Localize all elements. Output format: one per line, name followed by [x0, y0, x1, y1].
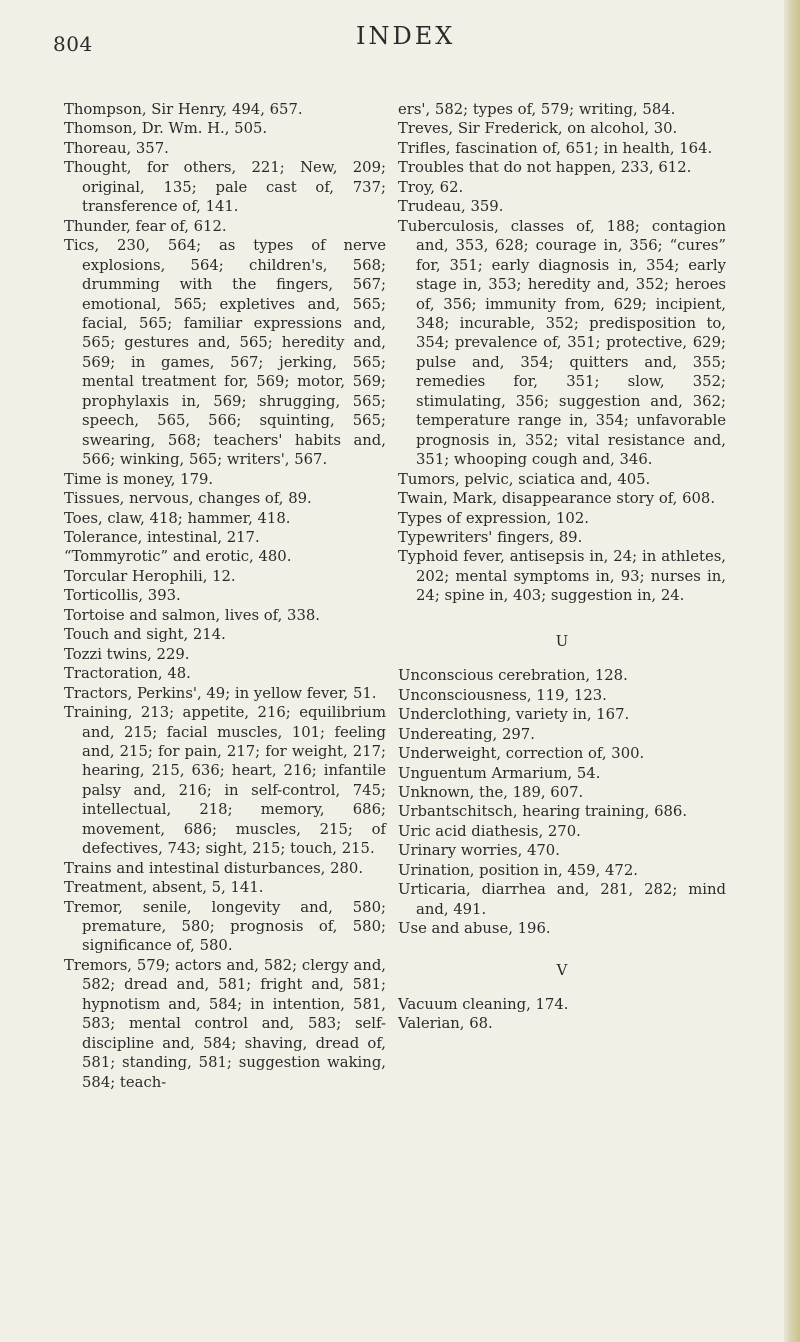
section-letter-v: V: [556, 961, 568, 979]
index-entry: Vacuum cleaning, 174.: [398, 996, 569, 1014]
index-entry: Underweight, correction of, 300.: [398, 745, 645, 763]
index-entry: Treatment, absent, 5, 141.: [64, 879, 264, 897]
index-entry: Typewriters' fingers, 89.: [398, 528, 583, 546]
page-number: 804: [53, 32, 93, 56]
index-entry: Training, 213; appetite, 216; equilibrium and, 215; facial muscles, 101; feeling and, 215; for pain, 217; for weight, 217; hearing, 215, 636; heart, 216; infantile palsy and, 216; in self-control, 745; intellectual, 218; memory, 686; movement, 686; muscles, 215; of defectives, 743; sight, 215; touch, 215.: [64, 704, 386, 858]
page-header: [0, 18, 800, 58]
index-entry: Tolerance, intestinal, 217.: [64, 528, 260, 546]
index-entry: Thoreau, 357.: [64, 139, 169, 157]
index-entry: Troubles that do not happen, 233, 612.: [398, 159, 692, 177]
index-entry: Time is money, 179.: [64, 470, 214, 488]
index-entry: Underclothing, variety in, 167.: [398, 706, 630, 724]
index-entry: Toes, claw, 418; hammer, 418.: [64, 509, 291, 527]
index-entry: Trudeau, 359.: [398, 198, 504, 216]
index-entry: Tissues, nervous, changes of, 89.: [64, 490, 312, 508]
index-entry: Trains and intestinal disturbances, 280.: [64, 859, 364, 877]
index-entry: Urticaria, diarrhea and, 281, 282; mind and, 491.: [398, 881, 726, 918]
index-entry: Tortoise and salmon, lives of, 338.: [64, 606, 320, 624]
index-entry: Undereating, 297.: [398, 725, 535, 743]
index-entry: Unconsciousness, 119, 123.: [398, 686, 607, 704]
index-entry: Tractors, Perkins', 49; in yellow fever, 51.: [64, 684, 377, 702]
index-entry: Urbantschitsch, hearing training, 686.: [398, 803, 688, 821]
index-entry: Thompson, Sir Henry, 494, 657.: [64, 101, 303, 118]
index-entry: Unguentum Armarium, 54.: [398, 764, 601, 782]
index-entry: Touch and sight, 214.: [64, 626, 226, 644]
index-entry: Thunder, fear of, 612.: [64, 217, 227, 235]
index-entry: “Tommyrotic” and erotic, 480.: [64, 548, 292, 566]
index-entry: Tuberculosis, classes of, 188; contagion and, 353, 628; courage in, 356; “cures” for, 351; early diagnosis in, 354; early stage in, 353; heredity and, 352; heroes of, 356; immunity from, 629; incipient, 348; incurable, 352; predisposition to, 354; prevalence of, 351; protective, 629; pulse and, 354; quitters and, 355; remedies for, 351; slow, 352; stimulating, 356; suggestion and, 362; temperature range in, 354; unfavorable prognosis in, 352; vital resistance and, 351; whooping cough and, 346.: [398, 217, 726, 469]
right-column: [398, 100, 726, 1034]
running-title: INDEX: [356, 22, 456, 50]
index-entry: Use and abuse, 196.: [398, 920, 551, 938]
index-entry: Unconscious cerebration, 128.: [398, 667, 628, 685]
index-entry: Tremors, 579; actors and, 582; clergy and, 582; dread and, 581; fright and, 581; hypnotism and, 584; in intention, 581, 583; mental control and, 583; self-discipline and, 584; shaving, dread of, 581; standing, 581; suggestion waking, 584; teach-: [64, 956, 386, 1091]
index-entry: Troy, 62.: [398, 178, 464, 196]
index-entry: Valerian, 68.: [398, 1015, 493, 1033]
index-entry: Tumors, pelvic, sciatica and, 405.: [398, 470, 651, 488]
index-entry: Uric acid diathesis, 270.: [398, 822, 581, 840]
index-entry: Treves, Sir Frederick, on alcohol, 30.: [398, 120, 678, 138]
index-entry: Typhoid fever, antisepsis in, 24; in athletes, 202; mental symptoms in, 93; nurses in, 24; spine in, 403; suggestion in, 24.: [398, 548, 726, 605]
index-entry: Urinary worries, 470.: [398, 842, 560, 860]
left-column: [64, 100, 386, 1092]
section-letter-u: U: [555, 632, 569, 650]
index-entry: Tractoration, 48.: [64, 665, 191, 683]
index-entry: Twain, Mark, disappearance story of, 608.: [398, 490, 716, 508]
index-entry: Tozzi twins, 229.: [64, 645, 190, 663]
index-entry: Torcular Herophili, 12.: [64, 567, 236, 585]
index-entry: Tremor, senile, longevity and, 580; premature, 580; prognosis of, 580; significance of, 580.: [64, 898, 386, 955]
index-entry: ers', 582; types of, 579; writing, 584.: [398, 101, 676, 118]
index-entry: Thought, for others, 221; New, 209; original, 135; pale cast of, 737; transference of, 141.: [64, 159, 386, 216]
index-entry: Urination, position in, 459, 472.: [398, 861, 638, 879]
index-entry: Torticollis, 393.: [64, 587, 181, 605]
page-edge: [784, 0, 800, 1342]
index-entry: Trifles, fascination of, 651; in health, 164.: [398, 139, 713, 157]
index-entry: Unknown, the, 189, 607.: [398, 783, 584, 801]
index-entry: Thomson, Dr. Wm. H., 505.: [64, 120, 268, 138]
index-entry: Types of expression, 102.: [398, 509, 589, 527]
index-entry: Tics, 230, 564; as types of nerve explosions, 564; children's, 568; drumming with the fingers, 567; emotional, 565; expletives and, 565; facial, 565; familiar expressions and, 565; gestures and, 565; heredity and, 569; in games, 567; jerking, 565; mental treatment for, 569; motor, 569; prophylaxis in, 569; shrugging, 565; speech, 565, 566; squinting, 565; swearing, 568; teachers' habits and, 566; winking, 565; writers', 567.: [64, 237, 386, 469]
